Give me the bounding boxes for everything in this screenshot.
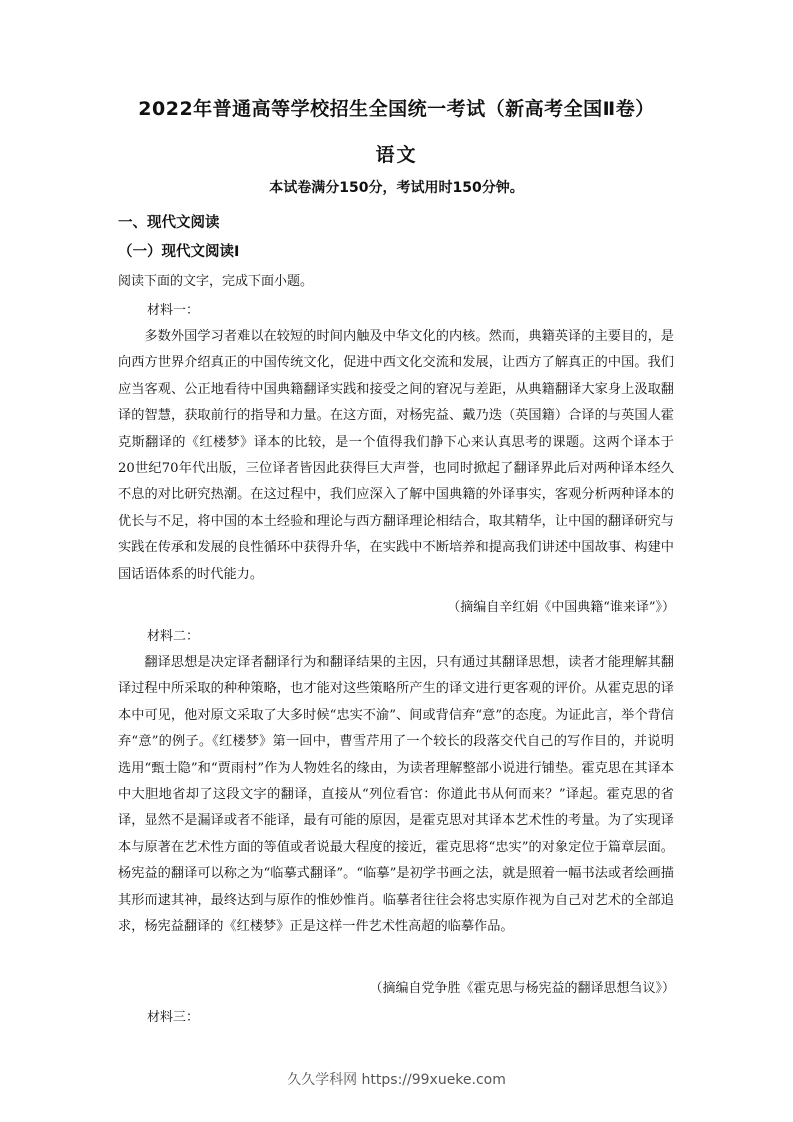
material-one-label: 材料一： — [147, 303, 200, 318]
material-two-source: （摘编自党争胜《霍克思与杨宪益的翻译思想刍议》） — [369, 981, 675, 996]
exam-info: 本试卷满分150分，考试用时150分钟。 — [269, 180, 524, 196]
material-one-source: （摘编自辛红娟《中国典籍“谁来译”》） — [447, 600, 675, 615]
material-two-label: 材料二： — [147, 629, 200, 644]
site-watermark: 久久学科网 https://99xueke.com — [287, 1072, 506, 1088]
material-two-paragraph: 翻译思想是决定译者翻译行为和翻译结果的主因，只有通过其翻译思想，读者才能理解其翻译过程中所采取的种种策略，也才能对这些策略所产生的译文进行更客观的评价。从霍克思的译本中可见，他对原文采取了大多时候“忠实不渝”、间或背信弃“意”的态度。为证此言，举个背信弃“意”的例子。《红楼梦》第一回中，曹雪芹用了一个较长的段落交代自己的写作目的，并说明选用“甄士隐”和“贾雨村”作为人物姓名的缘由，为读者理解整部小说进行铺垫。霍克思在其译本中大胆地省却了这段文字的翻译，直接从“列位看官：你道此书从何而来？”译起。霍克思的省译，显然不是漏译或者不能译，最有可能的原因，是霍克思对其译本艺术性的考量。为了实现译本与原著在艺术性方面的等值或者说最大程度的接近，霍克思将“忠实”的对象定位于篇章层面。杨宪益的翻译可以称之为“临摹式翻译”。“临摹”是初学书画之法，就是照着一幅书法或者绘画描其形而逮其神，最终达到与原作的惟妙惟肖。临摹者往往会将忠实原作视为自己对艺术的全部追求，杨宪益翻译的《红楼梦》正是这样一件艺术性高超的临摹作品。 — [118, 655, 674, 935]
material-three-label: 材料三： — [147, 1010, 200, 1025]
exam-title: 2022年普通高等学校招生全国统一考试（新高考全国Ⅱ卷） — [138, 98, 655, 120]
subsection-heading: （一）现代文阅读Ⅰ — [118, 244, 240, 260]
reading-instruction: 阅读下面的文字，完成下面小题。 — [118, 274, 314, 289]
section-heading: 一、现代文阅读 — [118, 215, 220, 231]
material-one-paragraph: 多数外国学习者难以在较短的时间内触及中华文化的内核。然而，典籍英译的主要目的，是向西方世界介绍真正的中国传统文化，促进中西文化交流和发展，让西方了解真正的中国。我们应当客观、公正地看待中国典籍翻译实践和接受之间的窘况与差距，从典籍翻译大家身上汲取翻译的智慧，获取前行的指导和力量。在这方面，对杨宪益、戴乃迭（英国籍）合译的与英国人霍克斯翻译的《红楼梦》译本的比较，是一个值得我们静下心来认真思考的课题。这两个译本于20世纪70年代出版，三位译者皆因此获得巨大声誉，也同时掀起了翻译界此后对两种译本经久不息的对比研究热潮。在这过程中，我们应深入了解中国典籍的外译事实，客观分析两种译本的优长与不足，将中国的本土经验和理论与西方翻译理论相结合，取其精华，让中国的翻译研究与实践在传承和发展的良性循环中获得升华，在实践中不断培养和提高我们讲述中国故事、构建中国话语体系的时代能力。 — [118, 329, 674, 582]
subject-title: 语文 — [375, 144, 418, 166]
